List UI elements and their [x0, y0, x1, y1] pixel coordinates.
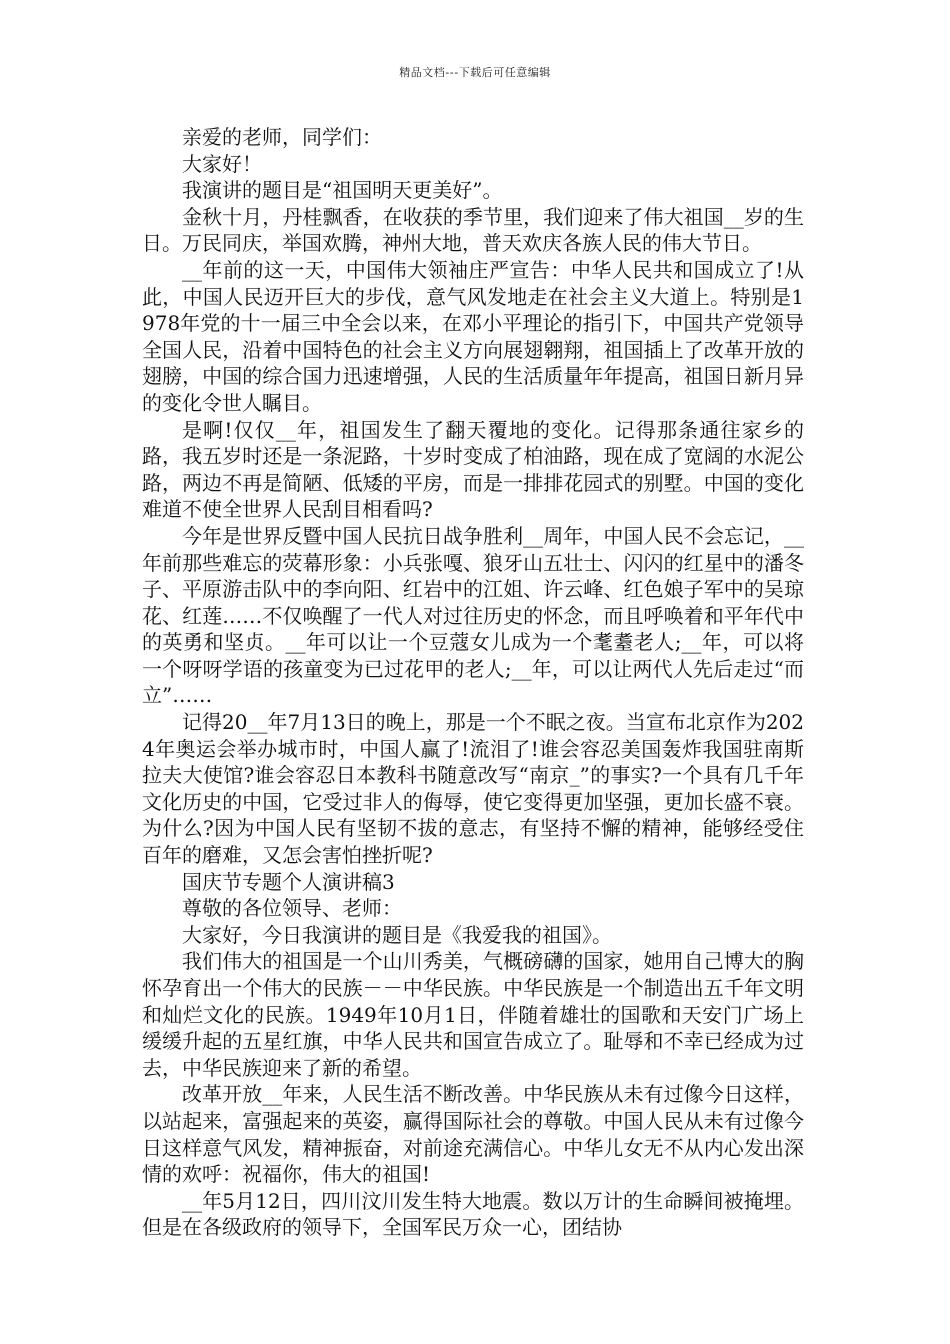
- document-body: [142, 124, 804, 1241]
- body-paragraph: __年前的这一天，中国伟大领袖庄严宣告：中华人民共和国成立了!从此，中国人民迈开巨大的步伐，意气风发地走在社会主义大道上。特别是1978年党的十一届三中全会以来，在邓小平理论的指引下，中国共产党领导全国人民，沿着中国特色的社会主义方向展翅翱翔，祖国插上了改革开放的翅膀，中国的综合国力迅速增强，人民的生活质量年年提高，祖国日新月异的变化令世人瞩目。: [142, 257, 804, 415]
- body-paragraph: 记得20__年7月13日的晚上，那是一个不眠之夜。当宣布北京作为2024年奥运会举办城市时，中国人赢了!流泪了!谁会容忍美国轰炸我国驻南斯拉夫大使馆?谁会容忍日本教科书随意改写“南京_”的事实?一个具有几千年文化历史的中国，它受过非人的侮辱，使它变得更加坚强，更加长盛不衰。为什么?因为中国人民有坚韧不拔的意志，有坚持不懈的精神，能够经受住百年的磨难，又怎会害怕挫折呢?: [142, 710, 804, 868]
- salutation: 亲爱的老师，同学们：: [182, 125, 382, 149]
- greeting: 大家好！: [182, 151, 262, 176]
- page-header: 精品文档---下载后可任意编辑: [399, 66, 551, 79]
- body-paragraph: __年5月12日，四川汶川发生特大地震。数以万计的生命瞬间被掩埋。但是在各级政府的领导下，全国军民万众一心，团结协: [142, 1188, 804, 1240]
- body-paragraph: 金秋十月，丹桂飘香，在收获的季节里，我们迎来了伟大祖国__岁的生日。万民同庆，举国欢腾，神州大地，普天欢庆各族人民的伟大节日。: [142, 204, 804, 256]
- body-paragraph: 今年是世界反暨中国人民抗日战争胜利__周年，中国人民不会忘记，__年前那些难忘的荧幕形象：小兵张嘎、狼牙山五壮士、闪闪的红星中的潘冬子、平原游击队中的李向阳、红岩中的江姐、许云峰、红色娘子军中的吴琼花、红莲……不仅唤醒了一代人对过往历史的怀念，而且呼唤着和平年代中的英勇和坚贞。__年可以让一个豆蔻女儿成为一个耄耋老人;__年，可以将一个呀呀学语的孩童变为已过花甲的老人;__年，可以让两代人先后走过“而立”……: [142, 523, 804, 708]
- salutation: 尊敬的各位领导、老师：: [182, 896, 402, 921]
- body-paragraph: 是啊!仅仅__年，祖国发生了翻天覆地的变化。记得那条通往家乡的路，我五岁时还是一条泥路，十岁时变成了柏油路，现在成了宽阔的水泥公路，两边不再是简陋、低矮的平房，而是一排排花园式的别墅。中国的变化难道不使全世界人民刮目相看吗?: [142, 417, 804, 522]
- greeting: 大家好，今日我演讲的题目是《我爱我的祖国》。: [182, 922, 612, 947]
- speech-topic: 我演讲的题目是“祖国明天更美好”。: [182, 178, 503, 203]
- section-title: 国庆节专题个人演讲稿3: [182, 869, 395, 894]
- body-paragraph: 我们伟大的祖国是一个山川秀美，气概磅礴的国家，她用自己博大的胸怀孕育出一个伟大的民族－－中华民族。中华民族是一个制造出五千年文明和灿烂文化的民族。1949年10月1日，伴随着雄壮的国歌和天安门广场上缓缓升起的五星红旗，中华人民共和国宣告成立了。耻辱和不幸已经成为过去，中华民族迎来了新的希望。: [142, 949, 804, 1080]
- body-paragraph: 改革开放__年来，人民生活不断改善。中华民族从未有过像今日这样，以站起来，富强起来的英姿，赢得国际社会的尊敬。中国人民从未有过像今日这样意气风发，精神振奋，对前途充满信心。中华儿女无不从内心发出深情的欢呼：祝福你，伟大的祖国!: [142, 1082, 804, 1187]
